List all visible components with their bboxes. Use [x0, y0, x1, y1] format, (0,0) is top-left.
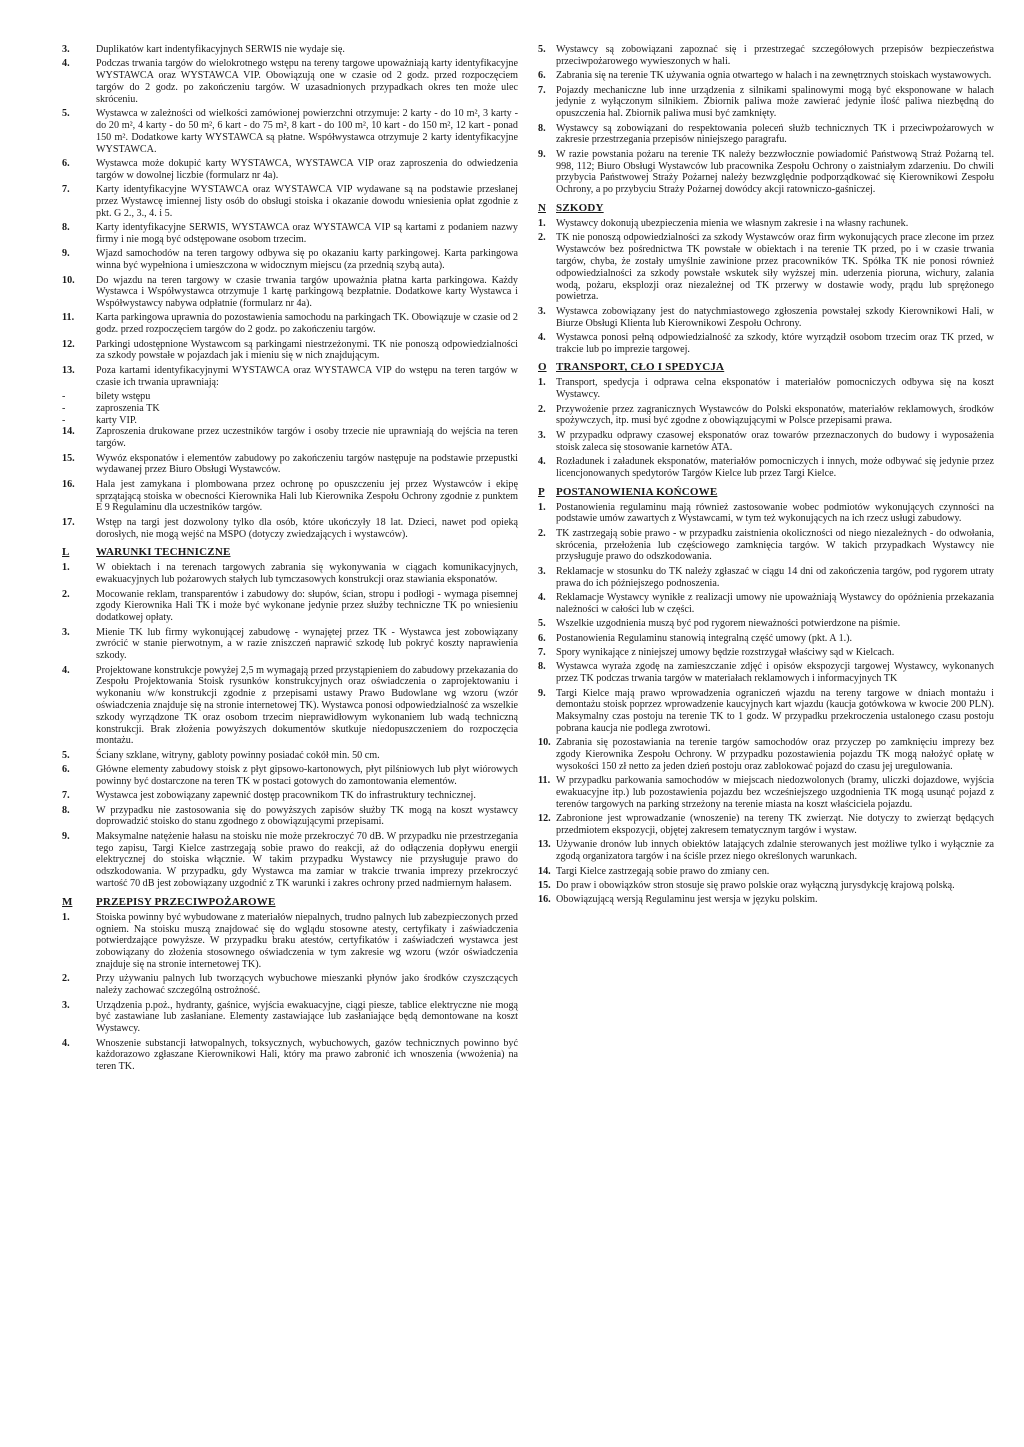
clause-text: Stoiska powinny być wybudowane z materiałów niepalnych, trudno palnych lub zabezpieczonych przed ogniem. Na stoisku muszą znajdować się do wglądu stosowne atesty, certyfikaty i zaświadczenia potwierdzające powyższe. W przypadku braku atestów, certyfikatów i zaświadczeń wystawca jest zobowiązany do złożenia stosownego oświadczenia w tym zakresie wg wzoru (wzór oświadczenia znajduje się na stronie internetowej TK).: [96, 911, 518, 971]
clause-text: Zaproszenia drukowane przez uczestników targów i osoby trzecie nie uprawniają do wejścia na teren targów.: [96, 426, 518, 450]
numbered-clause: [62, 312, 518, 336]
numbered-clause: [62, 479, 518, 514]
numbered-clause: [538, 813, 994, 837]
clause-text: TK nie ponoszą odpowiedzialności za szkody Wystawców oraz firm wykonujących prace zlecone im przez Wystawców bez pośrednictwa TK powstałe w obiektach i na terenie TK przed, po i w czasie trwania targów, chyba, że zostały umyślnie zawinione przez pracowników TK. Spółka TK nie ponosi również odpowiedzialności za szkody powstałe wskutek siły wyższej min. uderzenia pioruna, wichury, zalania wodą, pożaru, eksplozji oraz niezależnej od TK przerwy w dostawie wody, prądu lub sprężonego powietrza.: [556, 232, 994, 303]
numbered-clause: [538, 149, 994, 196]
clause-text: Spory wynikające z niniejszej umowy będzie rozstrzygał właściwy sąd w Kielcach.: [556, 646, 895, 658]
clause-number: 1.: [538, 377, 546, 389]
clause-text: Używanie dronów lub innych obiektów latających zdalnie sterowanych jest możliwe tylko i wyłącznie za zgodą organizatora targów i na ściśle przez niego określonych warunkach.: [556, 839, 994, 863]
numbered-clause: [62, 248, 518, 272]
clause-text: Obowiązującą wersją Regulaminu jest wersja w języku polskim.: [556, 894, 818, 906]
numbered-clause: [538, 592, 994, 616]
clause-text: Wystawcy są zobowiązani zapoznać się i przestrzegać szczegółowych przepisów bezpieczeństwa przeciwpożarowego wywieszonych w hali.: [556, 44, 994, 67]
section-letter: N: [538, 201, 546, 214]
clause-number: 13.: [62, 364, 75, 376]
right-column: [538, 44, 994, 909]
section-heading: [538, 361, 994, 374]
clause-text: Wywóz eksponatów i elementów zabudowy po zakończeniu targów następuje na podstawie przepustki wydawanej przez Biuro Obsługi Wystawców.: [96, 452, 518, 476]
clause-text: Główne elementy zabudowy stoisk z płyt gipsowo-kartonowych, płyt pilśniowych lub płyt wiórowych powinny być dostarczone na teren TK w postaci gotowych do zamontowania elementów.: [96, 764, 518, 787]
section-title: POSTANOWIENIA KOŃCOWE: [556, 485, 718, 498]
numbered-clause: [538, 618, 994, 630]
numbered-clause: [62, 750, 518, 762]
clause-text: Pojazdy mechaniczne lub inne urządzenia z silnikami spalinowymi mogą być eksponowane w halach jedynie z wyłączonym silnikiem. Zbiornik paliwa może zawierać jedynie ilość paliwa niezbędną do opuszczenia hal. Zbiornik paliwa musi być zamknięty.: [556, 84, 994, 120]
numbered-clause: [538, 70, 994, 82]
numbered-clause: [538, 306, 994, 330]
numbered-clause: [62, 158, 518, 182]
section-title: TRANSPORT, CŁO I SPEDYCJA: [556, 361, 725, 374]
clause-number: 8.: [538, 661, 546, 673]
clause-number: 8.: [538, 122, 546, 134]
clause-number: 3.: [538, 305, 546, 317]
numbered-clause: [62, 1000, 518, 1035]
clause-text: Targi Kielce zastrzegają sobie prawo do zmiany cen.: [556, 865, 770, 877]
numbered-clause: [538, 404, 994, 428]
numbered-clause: [62, 665, 518, 748]
clause-number: -: [62, 402, 66, 414]
numbered-clause: [62, 912, 518, 971]
clause-text: W przypadku odprawy czasowej eksponatów oraz towarów przeznaczonych do budowy i wyposażenia stoisk zaleca się stosowanie karnetów ATA.: [556, 429, 994, 453]
clause-number: 1.: [62, 562, 70, 574]
numbered-clause: [62, 339, 518, 363]
numbered-clause: [62, 831, 518, 890]
numbered-clause: [62, 790, 518, 802]
clause-text: Wystawca w zależności od wielkości zamówionej powierzchni otrzymuje: 2 karty - do 10 m², 3 karty - do 20 m², 4 karty - do 50 m², 6 kart - do 75 m², 8 kart - do 100 m², 10 kart - do 150 m², 12 kart - ponad 150 m². Dodatkowe karty WYSTAWCA są płatne. Współwystawca otrzymuje 2 karty identyfikacyjne WYSTAWCA.: [96, 108, 518, 155]
clause-number: 8.: [62, 222, 70, 234]
clause-text: Projektowane konstrukcje powyżej 2,5 m wymagają przed przystąpieniem do zabudowy przekazania do Zespołu Projektowania Stoisk rysunków konstrukcyjnych oraz oświadczenia o zaprojektowaniu i wykonaniu w/w konstrukcji zgodnie z przepisami ustawy Prawo Budowlane wg wzoru (wzór oświadczenia znajduje się na stronie internetowej TK). Wystawca ponosi odpowiedzialność za wszelkie szkody wyrządzone TK oraz osobom trzecim nieprawidłowym wykonaniem lub wadą techniczną konstrukcji. Brak złożenia powyższych dokumentów skutkuje niedopuszczeniem do rozpoczęcia montażu.: [96, 664, 518, 747]
clause-text: Wnoszenie substancji łatwopalnych, toksycznych, wybuchowych, gazów technicznych powinno być każdorazowo zgłaszane Kierownikowi Hali, który ma prawo zabronić ich wnoszenia (wwożenia) na teren TK.: [96, 1037, 518, 1073]
clause-number: 2.: [538, 527, 546, 539]
clause-number: 16.: [62, 478, 75, 490]
clause-number: 14.: [538, 865, 551, 877]
clause-text: Zabrania się pozostawiania na terenie targów samochodów oraz przyczep po zamknięciu imprezy bez zgody Kierownika Zespołu Ochrony. W przypadku pozostawienia pojazdu TK mogą nałożyć opłatę w wysokości 150 zł netto za jeden dzień postoju oraz zablokować pojazd do czasu jej uregulowania.: [556, 737, 994, 772]
clause-text: Parkingi udostępnione Wystawcom są parkingami niestrzeżonymi. TK nie ponoszą odpowiedzialności za szkody powstałe w pojazdach jak i mieniu się w nich znajdującym.: [96, 338, 518, 362]
clause-text: Duplikatów kart indentyfikacyjnych SERWIS nie wydaje się.: [96, 44, 345, 55]
clause-number: 1.: [538, 217, 546, 229]
numbered-clause: [62, 108, 518, 155]
clause-number: 4.: [538, 592, 546, 603]
clause-number: 12.: [538, 813, 551, 825]
clause-text: Przy używaniu palnych lub tworzących wybuchowe mieszanki płynów jako środków czyszczących należy zachować szczególną ostrożność.: [96, 973, 518, 997]
numbered-clause: [538, 737, 994, 772]
clause-text: Podczas trwania targów do wielokrotnego wstępu na tereny targowe upoważniają karty identyfikacyjne WYSTAWCA oraz WYSTAWCA VIP. Obowiązują one w czasie od 2 godz. przed rozpoczęciem targów do 2 godz. po zakończeniu targów. W uzasadnionych przypadkach okres ten może ulec skróceniu.: [96, 58, 518, 105]
clause-number: 2.: [538, 232, 546, 244]
clause-text: Wystawcy są zobowiązani do respektowania poleceń służb technicznych TK i przeciwpożarowych w zakresie przestrzegania przepisów niniejszego paragrafu.: [556, 122, 994, 146]
clause-number: 17.: [62, 516, 75, 528]
clause-text: Zabrania się na terenie TK używania ognia otwartego w halach i na zewnętrznych stoiskach wystawowych.: [556, 70, 992, 82]
clause-number: 6.: [538, 70, 546, 82]
section-title: SZKODY: [556, 201, 604, 214]
clause-number: 9.: [538, 687, 546, 699]
clause-number: 6.: [62, 764, 70, 776]
clause-text: Mienie TK lub firmy wykonującej zabudowę - wynajętej przez TK - Wystawca jest zobowiązany zwrócić w stanie pierwotnym, a w razie zniszczeń naprawić szkodę lub pokryć koszty naprawienia szkody.: [96, 626, 518, 662]
clause-number: 4.: [62, 664, 70, 676]
numbered-clause: [538, 661, 994, 685]
numbered-clause: [538, 502, 994, 526]
clause-number: 2.: [538, 403, 546, 415]
clause-number: 5.: [62, 108, 70, 120]
clause-number: 8.: [62, 804, 70, 816]
dash-list-item: [62, 391, 518, 403]
clause-text: Wystawca zobowiązany jest do natychmiastowego zgłoszenia powstałej szkody Kierownikowi Hali, w Biurze Obsługi Klienta lub Kierownikowi Zespołu Ochrony.: [556, 305, 994, 329]
section-letter: L: [62, 546, 70, 559]
numbered-clause: [62, 222, 518, 246]
clause-text: W przypadku nie zastosowania się do powyższych zapisów służby TK mogą na koszt wystawcy doprowadzić stoisko do stanu zgodnego z obowiązującymi przepisami.: [96, 804, 518, 828]
clause-number: 3.: [538, 429, 546, 441]
numbered-clause: [538, 633, 994, 645]
clause-number: 2.: [62, 973, 70, 985]
clause-text: Wystawca może dokupić karty WYSTAWCA, WYSTAWCA VIP oraz zaproszenia do odwiedzenia targów w dowolnej liczbie (formularz nr 4a).: [96, 157, 518, 181]
clause-text: Targi Kielce mają prawo wprowadzenia ograniczeń wjazdu na tereny targowe w dniach montażu i demontażu stoisk poprzez wprowadzenie kaucyjnych kart wjazdu (kaucja gotówkowa w kwocie 200 PLN). Maksymalny czas postoju na terenie TK to 1 godz. W przypadku przekroczenia ustalonego czasu postoju pobrana kaucja nie podlega zwrotowi.: [556, 687, 994, 734]
section-heading: [538, 486, 994, 499]
clause-number: 4.: [538, 331, 546, 343]
section-letter: O: [538, 361, 547, 374]
clause-text: Karta parkingowa uprawnia do pozostawienia samochodu na parkingach TK. Obowiązuje w czasie od 2 godz. przed rozpoczęciem targów do 2 godz. po zakończeniu targów.: [96, 312, 518, 336]
clause-number: 5.: [62, 749, 70, 761]
clause-number: 12.: [62, 338, 75, 350]
numbered-clause: [62, 973, 518, 997]
clause-text: Hala jest zamykana i plombowana przez ochronę po opuszczeniu jej przez Wystawców i ekipę sprzątającą stoiska w obecności Kierownika Hali lub Kierownika Zespołu Ochrony zgodnie z punktem E 9 Regulaminu dla uczestników targów.: [96, 478, 518, 514]
numbered-clause: [62, 805, 518, 829]
clause-number: 10.: [538, 737, 551, 749]
section-title: WARUNKI TECHNICZNE: [96, 546, 231, 559]
clause-number: 6.: [538, 632, 546, 644]
clause-text: Postanowienia Regulaminu stanowią integralną część umowy (pkt. A 1.).: [556, 632, 853, 644]
section-title: PRZEPISY PRZECIWPOŻAROWE: [96, 895, 276, 908]
clause-number: 3.: [62, 999, 70, 1011]
clause-number: 15.: [62, 452, 75, 464]
clause-text: Karty identyfikacyjne SERWIS, WYSTAWCA oraz WYSTAWCA VIP są kartami z podaniem nazwy firmy i nie mogą być odstępowane osobom trzecim.: [96, 222, 518, 245]
numbered-clause: [62, 1038, 518, 1073]
clause-number: 15.: [538, 880, 551, 892]
numbered-clause: [62, 764, 518, 788]
clause-number: 1.: [538, 501, 546, 513]
section-heading: [62, 546, 518, 559]
numbered-clause: [538, 894, 994, 906]
numbered-clause: [62, 275, 518, 310]
clause-number: 3.: [62, 626, 70, 638]
clause-text: Wjazd samochodów na teren targowy odbywa się po okazaniu karty parkingowej. Karta parkingowa winna być wypełniona i umieszczona w widocznym miejscu (za przednią szybą auta).: [96, 248, 518, 272]
numbered-clause: [62, 517, 518, 541]
clause-number: 4.: [62, 1037, 70, 1049]
clause-text: karty VIP.: [96, 414, 137, 426]
clause-text: Wszelkie uzgodnienia muszą być pod rygorem nieważności potwierdzone na piśmie.: [556, 618, 901, 630]
clause-number: 5.: [538, 44, 546, 55]
numbered-clause: [538, 775, 994, 810]
clause-number: -: [62, 391, 66, 403]
clause-text: Maksymalne natężenie hałasu na stoisku nie może przekroczyć 70 dB. W przypadku nie przestrzegania tego zapisu, Targi Kielce zastrzegają sobie prawo do reakcji, aż do odłączenia dopływu energii elektrycznej do stoiska włącznie. W takim przypadku Wystawcy nie przysługuje prawo do odszkodowania. W przypadku, gdy Wystawca ma zamiar w trakcie trwania imprezy przekroczyć wartość 70 dB jest zobowiązany uzgodnić z TK warunki i zakres ochrony przed nadmiernym hałasem.: [96, 830, 518, 890]
clause-number: -: [62, 414, 66, 426]
clause-number: 7.: [62, 184, 70, 196]
clause-number: 13.: [538, 839, 551, 851]
numbered-clause: [538, 430, 994, 454]
numbered-clause: [62, 365, 518, 389]
clause-number: 6.: [62, 157, 70, 169]
clause-text: Postanowienia regulaminu mają również zastosowanie wobec podmiotów wykonujących czynności na podstawie umów zawartych z Wystawcami, w tym też wykonujących na ich rzecz usługi zabudowy.: [556, 501, 994, 525]
numbered-clause: [62, 627, 518, 662]
clause-text: W przypadku parkowania samochodów w miejscach niedozwolonych (bramy, uliczki dojazdowe, wyjścia ewakuacyjne itp.) lub pozostawienia pojazdu bez wcześniejszego uzgodnienia TK mogą usunąć pojazd z terenów targowych na parking strzeżony na terenie miasta na koszt właściciela pojazdu.: [556, 775, 994, 810]
clause-text: Wstęp na targi jest dozwolony tylko dla osób, które ukończyły 18 lat. Dzieci, nawet pod opieką dorosłych, nie mogą wejść na MSPO (dotyczy zwiedzających i wystawców).: [96, 516, 518, 540]
clause-number: 9.: [62, 248, 70, 260]
clause-text: Przywożenie przez zagranicznych Wystawców do Polski eksponatów, materiałów reklamowych, środków spożywczych, itp. musi być zgodne z obowiązującymi w Polsce przepisami prawa.: [556, 403, 994, 427]
clause-number: 9.: [62, 830, 70, 842]
clause-number: 4.: [538, 456, 546, 468]
numbered-clause: [538, 332, 994, 356]
dash-list-item: [62, 415, 518, 427]
clause-number: 1.: [62, 911, 70, 923]
clause-text: Transport, spedycja i odprawa celna eksponatów i materiałów pomocniczych odbywa się na koszt Wystawcy.: [556, 377, 994, 401]
clause-text: Wystawca ponosi pełną odpowiedzialność za szkody, które wyrządził osobom trzecim oraz TK przed, w trakcie lub po imprezie targowej.: [556, 331, 994, 355]
clause-text: Wystawca jest zobowiązany zapewnić dostęp pracownikom TK do infrastruktury technicznej.: [96, 790, 476, 802]
clause-number: 4.: [62, 58, 70, 70]
clause-text: zaproszenia TK: [96, 402, 160, 414]
clause-text: TK zastrzegają sobie prawo - w przypadku zaistnienia okoliczności od niego niezależnych - do odwołania, skrócenia, przełożenia lub częściowego zamknięcia targów. W takich przypadkach Wystawcy nie przysługuje prawo do odszkodowania.: [556, 527, 994, 563]
clause-text: Zabronione jest wprowadzanie (wnoszenie) na tereny TK zwierząt. Nie dotyczy to zwierząt będących przedmiotem ekspozycji, objętej zakresem tematycznym targów i wystaw.: [556, 813, 994, 837]
clause-text: Reklamacje w stosunku do TK należy zgłaszać w ciągu 14 dni od zakończenia targów, pod rygorem utraty prawa do ich późniejszego podnoszenia.: [556, 565, 994, 589]
clause-number: 7.: [62, 790, 70, 802]
clause-number: 9.: [538, 148, 546, 160]
clause-text: Poza kartami identyfikacyjnymi WYSTAWCA oraz WYSTAWCA VIP do wstępu na teren targów w czasie ich trwania uprawniają:: [96, 364, 518, 388]
clause-number: 3.: [62, 44, 70, 55]
clause-number: 14.: [62, 426, 75, 438]
numbered-clause: [62, 184, 518, 219]
numbered-clause: [538, 123, 994, 147]
numbered-clause: [538, 839, 994, 863]
numbered-clause: [62, 453, 518, 477]
numbered-clause: [62, 562, 518, 586]
clause-text: Mocowanie reklam, transparentów i zabudowy do: słupów, ścian, stropu i podłogi - wymaga pisemnej zgody Kierownika Hali TK i może być wykonane jedynie przez służby techniczne TK po wniesieniu dodatkowej opłaty.: [96, 588, 518, 624]
clause-number: 5.: [538, 618, 546, 630]
clause-text: Karty identyfikacyjne WYSTAWCA oraz WYSTAWCA VIP wydawane są na podstawie przesłanej przez Wystawcę imiennej listy osób do obsługi stoiska i okazanie dowodu wniesienia opłat zgodnie z pkt. G 2., 3., 4. i 5.: [96, 184, 518, 219]
numbered-clause: [62, 58, 518, 105]
clause-text: W razie powstania pożaru na terenie TK należy bezzwłocznie powiadomić Państwową Straż Pożarną tel. 998, 112; Biuro Obsługi Wystawców lub pracownika Zespołu Ochrony o zaistniałym zdarzeniu. Do chwili przybycia Państwowej Straży Pożarnej należy bezwzględnie podporządkować się Kierownikowi Zespołu Ochrony, a po przybyciu Straży Pożarnej dowódcy akcji ratowniczo-gaśniczej.: [556, 148, 994, 196]
numbered-clause: [538, 566, 994, 590]
clause-text: Urządzenia p.poż., hydranty, gaśnice, wyjścia ewakuacyjne, ciągi piesze, tablice elektryczne nie mogą być zastawiane lub zasłaniane. Elementy zastawiające lub zasłaniające będą demontowane na koszt Wystawcy.: [96, 999, 518, 1035]
dash-list-item: [62, 403, 518, 415]
clause-text: Ściany szklane, witryny, gabloty powinny posiadać cokół min. 50 cm.: [96, 749, 380, 761]
section-letter: M: [62, 895, 73, 908]
clause-number: 16.: [538, 894, 551, 906]
numbered-clause: [538, 218, 994, 230]
numbered-clause: [538, 866, 994, 878]
numbered-clause: [538, 688, 994, 735]
clause-text: Wystawcy dokonują ubezpieczenia mienia we własnym zakresie i na własny rachunek.: [556, 217, 909, 229]
clause-text: Do wjazdu na teren targowy w czasie trwania targów upoważnia płatna karta parkingowa. Każdy Wystawca i Współwystawca otrzymuje 1 kartę parkingową bezpłatnie. Dodatkowe karty Wystawca i Współwystawcy nabywa odpłatnie (formularz nr 4a).: [96, 274, 518, 310]
clause-text: W obiektach i na terenach targowych zabrania się wykonywania w ciągach komunikacyjnych, ewakuacyjnych lub pożarowych stałych lub tymczasowych konstrukcji oraz stawiania eksponatów.: [96, 562, 518, 586]
clause-text: Do praw i obowiązków stron stosuje się prawo polskie oraz wyłączną jurysdykcję krajową polską.: [556, 880, 955, 892]
section-heading: [538, 202, 994, 215]
clause-number: 7.: [538, 646, 546, 658]
numbered-clause: [538, 85, 994, 120]
section-heading: [62, 896, 518, 909]
clause-number: 10.: [62, 274, 75, 286]
numbered-clause: [538, 528, 994, 563]
numbered-clause: [62, 44, 518, 56]
clause-number: 11.: [62, 312, 75, 324]
clause-text: bilety wstępu: [96, 391, 151, 403]
numbered-clause: [538, 377, 994, 401]
numbered-clause: [538, 647, 994, 659]
section-letter: P: [538, 485, 545, 498]
clause-number: 11.: [538, 775, 551, 787]
clause-number: 2.: [62, 588, 70, 600]
clause-text: Wystawca wyraża zgodę na zamieszczanie zdjęć i opisów ekspozycji targowej Wystawcy, wykonanych przez TK podczas trwania targów w materiałach reklamowych i informacyjnych TK: [556, 661, 994, 685]
clause-text: Reklamacje Wystawcy wynikłe z realizacji umowy nie upoważniają Wystawcy do opóźnienia przekazania należności w całości lub w części.: [556, 592, 994, 615]
left-column: [62, 44, 518, 1076]
clause-number: 3.: [538, 565, 546, 577]
numbered-clause: [538, 44, 994, 68]
clause-text: Rozładunek i załadunek eksponatów, materiałów pomocniczych i innych, może odbywać się jedynie przez licencjonowanych spedytorów Targów Kielce lub przez Targi Kielce.: [556, 456, 994, 479]
numbered-clause: [62, 589, 518, 624]
clause-number: 7.: [538, 84, 546, 96]
numbered-clause: [538, 232, 994, 303]
numbered-clause: [62, 426, 518, 450]
numbered-clause: [538, 456, 994, 480]
numbered-clause: [538, 880, 994, 892]
